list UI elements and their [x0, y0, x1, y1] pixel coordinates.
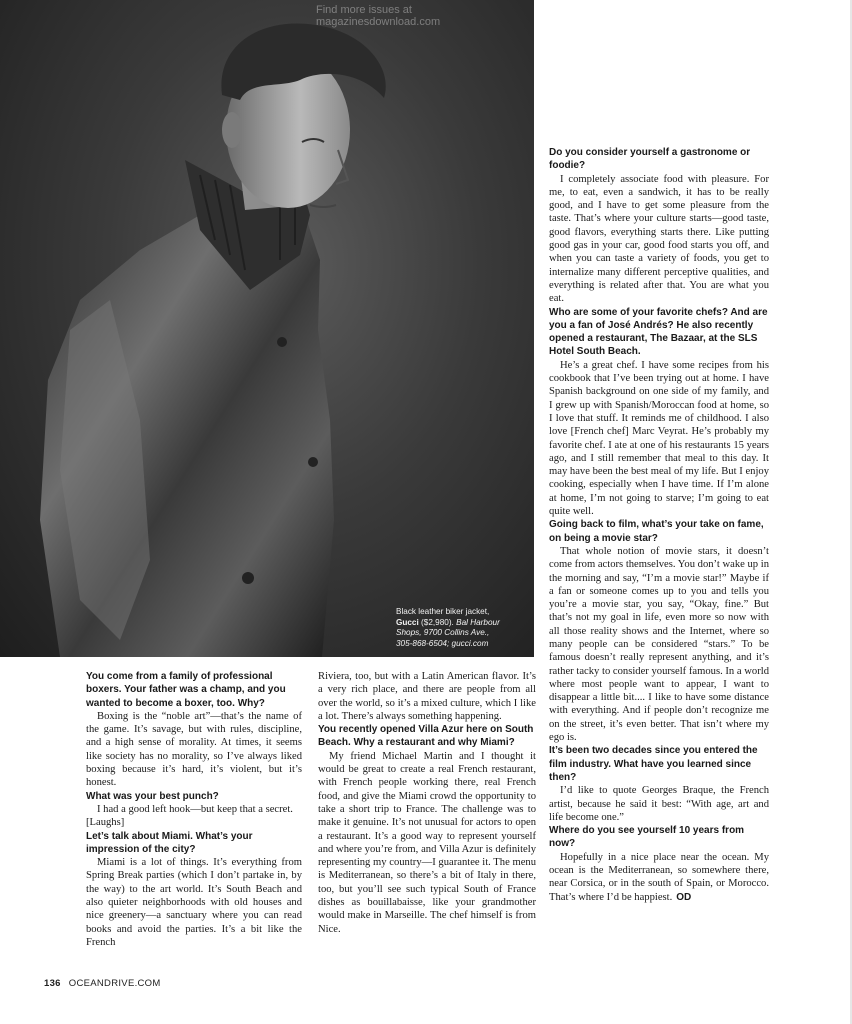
- watermark-line1: Find more issues at: [316, 4, 412, 16]
- caption-phone: 305-868-6504;: [396, 638, 450, 648]
- interview-question: You recently opened Villa Azur here on South Beach. Why a restaurant and why Miami?: [318, 724, 534, 749]
- interview-answer: He’s a great chef. I have some recipes from his cookbook that I’ve been trying out at home. I have Spanish background on one side of my family, and I grew up with Spanish/Moroccan food at home, so I love that stuff. It reminds me of childhood. I also love [French chef] Marc Veyrat. He’s probably my favorite chef. I ate at one of his restaurants 15 years ago, and I still remember that meal to this day. It may have been the best meal of my life. But I enjoy cooking, especially when I have time. If I’m alone at home, I’m not going to starve; I’m going to eat quite well.: [549, 359, 769, 518]
- interview-answer: Hopefully in a nice place near the ocean. My ocean is the Mediterranean, so somewhere there, near Corsica, or in the south of Spain, or Morocco. That’s where I’d be happiest. OD: [549, 851, 769, 903]
- man-in-leather-jacket-image: [0, 0, 534, 657]
- page-number: 136: [44, 978, 61, 989]
- interview-answer: My friend Michael Martin and I thought it would be great to create a real French restaurant, with French people working there, real French food, and give the Miami crowd the opportunity to take a short trip to France. The challenge was to make it genuine. It’s not unusual for actors to open a restaurant. It’s a good way to represent yourself and where you’re from, and Villa Azur is definitely representing my country—I guarantee it. The menu is Mediterranean, so there’s a bit of Italy in there, too, but you’ll see such typical South of France dishes as bouillabaisse, like your grandmother would make in Marseille. The chef himself is from Nice.: [318, 750, 536, 935]
- interview-answer: Riviera, too, but with a Latin American flavor. It’s a very rich place, and there are people from all over the world, so it’s a mixed culture, which I like a lot. There’s always something happening.: [318, 671, 536, 722]
- interview-answer: I’d like to quote Georges Braque, the French artist, because he said it best: “With age, art and life become one.”: [549, 785, 769, 823]
- interview-answer: Boxing is the “noble art”—that’s the name of the game. It’s savage, but with rules, discipline, and a high sense of morality. At times, it seems like society has no morality, so I’ve always liked boxing because it’s hard, it’s violent, but it’s honest.: [86, 710, 302, 789]
- page-footer: [44, 978, 161, 989]
- interview-question: Where do you see yourself 10 years from now?: [549, 825, 745, 850]
- article-column-2: [318, 670, 536, 936]
- interview-question: Going back to film, what’s your take on fame, on being a movie star?: [549, 519, 764, 544]
- interview-question: Let’s talk about Miami. What’s your impression of the city?: [86, 830, 253, 855]
- end-mark: OD: [676, 891, 692, 903]
- interview-answer: Miami is a lot of things. It’s everything from Spring Break parties (which I don’t partake in, by the way) to the art world. It’s South Beach and also quieter neighborhoods with old houses and nice greenery—a sanctuary where you can read books and avoid the parties. It’s a bit like the French: [86, 857, 302, 948]
- site-name: OCEANDRIVE.COM: [68, 978, 161, 989]
- interview-question: You come from a family of professional boxers. Your father was a champ, and you wanted to become a boxer, too. Why?: [86, 671, 286, 709]
- caption-brand: Gucci: [396, 617, 419, 627]
- interview-answer: I had a good left hook—but keep that a secret.: [97, 803, 293, 815]
- interview-answer: I completely associate food with pleasure. For me, to eat, even a sandwich, it has to be really good, and I have to get some pleasure from the taste. That’s where your culture starts—good taste, good flavors, everything starts there. Like putting good gas in your car, good food starts you off, and when you can taste a variety of foods, you get to internalize many different perceptive qualities, and everything is related after that. You are what you eat.: [549, 173, 769, 305]
- caption-url: gucci.com: [451, 638, 489, 648]
- article-column-1: [86, 670, 302, 949]
- article-column-3: [549, 146, 769, 904]
- interview-answer: [Laughs]: [86, 817, 125, 829]
- watermark-line2: magazinesdownload.com: [316, 16, 441, 28]
- photo-caption: [396, 607, 530, 649]
- watermark: [316, 4, 534, 28]
- interview-question: Who are some of your favorite chefs? And are you a fan of José Andrés? He also recently opened a restaurant, The Bazaar, at the SLS Hotel South Beach.: [549, 306, 768, 358]
- caption-line1: Black leather biker jacket,: [396, 607, 490, 616]
- interview-answer: That whole notion of movie stars, it doesn’t come from actors themselves. You don’t wake up in the morning and say, “I’m a movie star!” Maybe if a fan or someone comes up to you and tells you you’re a movie star, you say, “Okay, fine.” But that’s not my goal in life, even more so now with all those reality shows and the Internet, where so many people can be considered “stars.” To be famous doesn’t really represent anything, and it’s rather tacky to consider yourself famous. In a world where most people want to appear, I want to disappear a little bit.... I like to have some distance with everything. And if people don’t recognize me on the street, it’s even better. That isn’t where my ego is.: [549, 545, 769, 744]
- caption-address: Shops, 9700 Collins Ave.,: [396, 628, 490, 637]
- caption-store: Bal Harbour: [456, 617, 500, 627]
- interview-question: What was your best punch?: [86, 790, 219, 802]
- caption-price: ($2,980).: [421, 617, 454, 627]
- interview-question: It’s been two decades since you entered the film industry. What have you learned since then?: [549, 745, 758, 783]
- interview-question: Do you consider yourself a gastronome or foodie?: [549, 147, 751, 172]
- portrait-photo: [0, 0, 534, 657]
